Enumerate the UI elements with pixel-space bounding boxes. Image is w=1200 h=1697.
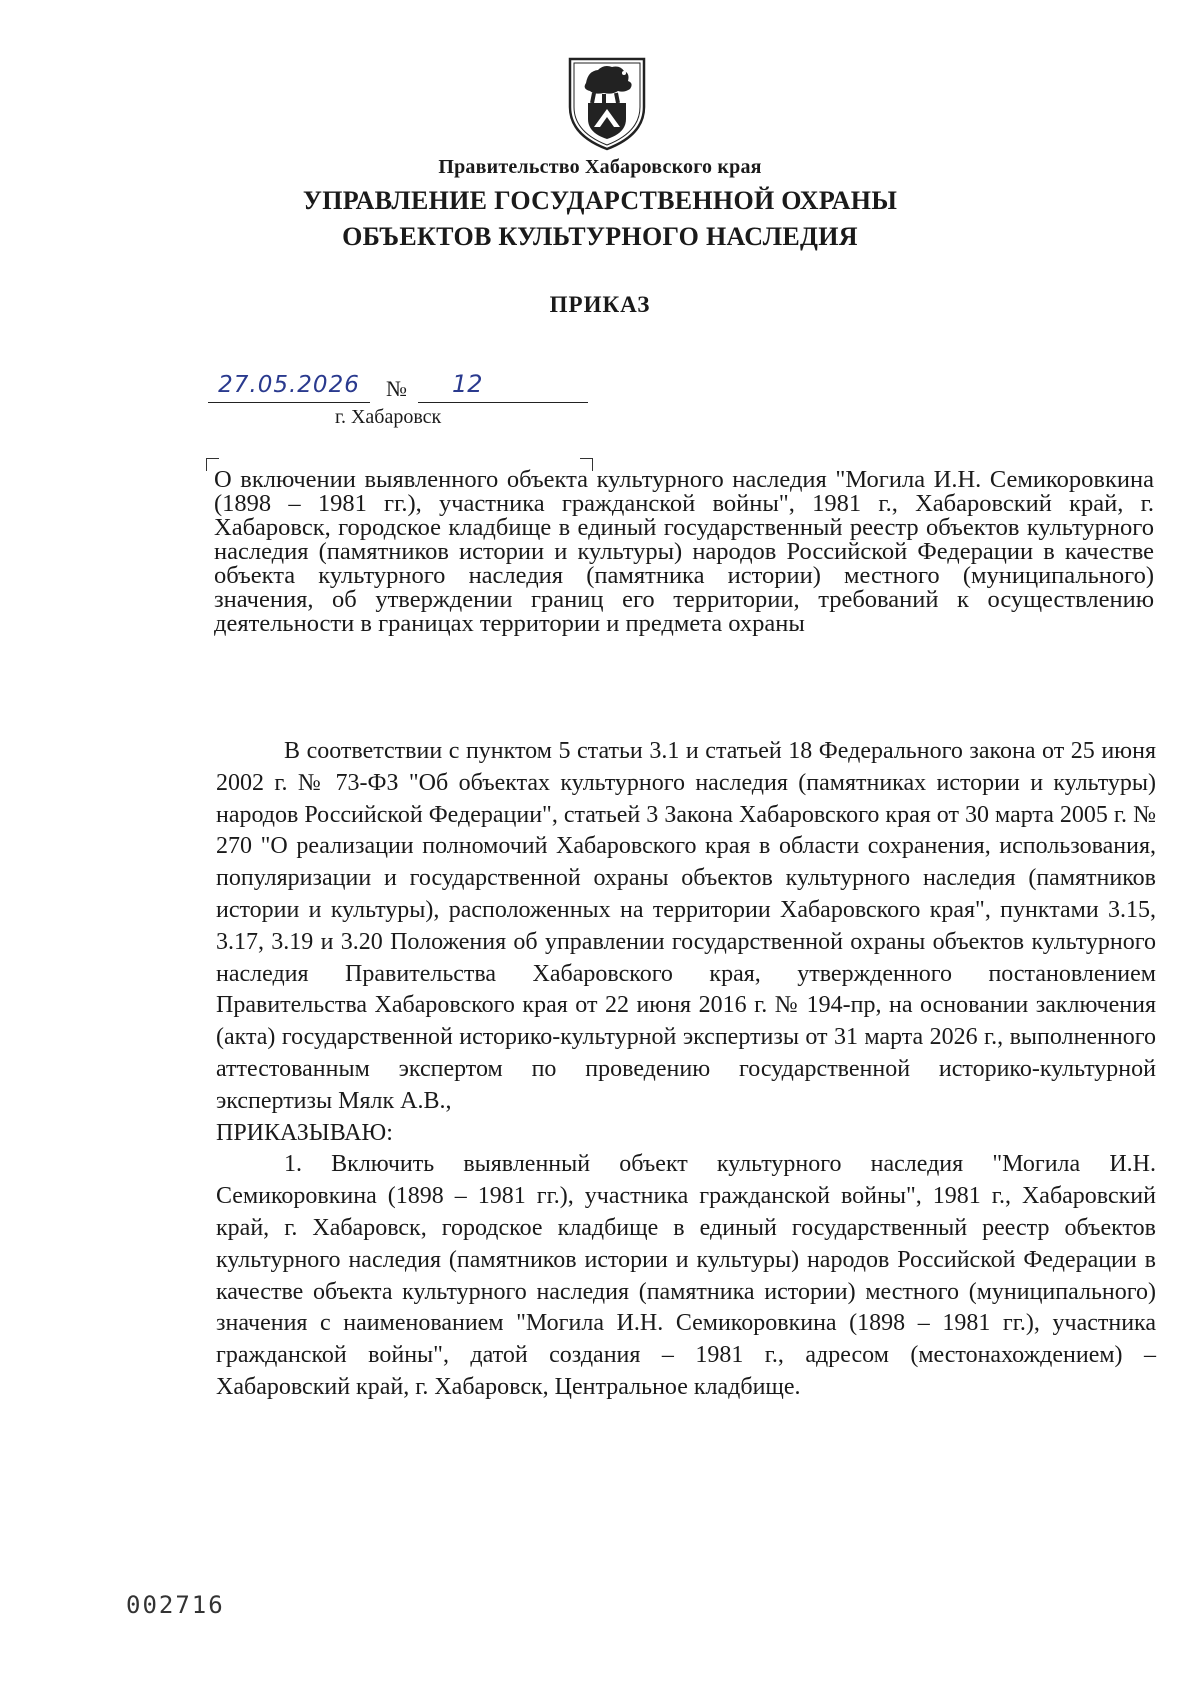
order-word: ПРИКАЗЫВАЮ: (216, 1119, 393, 1146)
number-sign: № (386, 376, 407, 401)
document-type: ПРИКАЗ (549, 292, 651, 317)
order-date: 27.05.2026 (218, 372, 360, 398)
government-name: Правительство Хабаровского края (438, 156, 762, 178)
order-title: О включении выявленного объекта культурного наследия "Могила И.Н. Семикоровкина (1898 – 1981 гг.), участника гражданской войны", 1981 г., Хабаровский край, г. Хабаровск, городское кладбище в единый государственный реестр объектов культурного наследия (памятников истории и культуры) народов Российской Федерации в качестве объекта культурного наследия (памятника истории) местного (муниципального) значения, об утверждении границ его территории, требований к осуществлению деятельности в границах территории и предмета охраны (214, 466, 1154, 637)
document-serial-number: 002716 (126, 1591, 225, 1619)
department-name-line-1: УПРАВЛЕНИЕ ГОСУДАРСТВЕННОЙ ОХРАНЫ (302, 186, 898, 215)
preamble-paragraph: В соответствии с пунктом 5 статьи 3.1 и статьей 18 Федерального закона от 25 июня 2002 г. № 73-ФЗ "Об объектах культурного наследия (памятниках истории и культуры) народов Российской Федерации", статьей 3 Закона Хабаровского края от 30 марта 2005 г. № 270 "О реализации полномочий Хабаровского края в области сохранения, использования, популяризации и государственной охраны объектов культурного наследия (памятников истории и культуры), расположенных на территории Хабаровского края", пунктами 3.15, 3.17, 3.19 и 3.20 Положения об управлении государственной охраны объектов культурного наследия Правительства Хабаровского края, утвержденного постановлением Правительства Хабаровского края от 22 июня 2016 г. № 194-пр, на основании заключения (акта) государственной историко-культурной экспертизы от 31 марта 2026 г., выполненного аттестованным экспертом по проведению государственной историко-культурной экспертизы Мялк А.В., (216, 738, 1156, 1114)
coat-of-arms-icon (564, 53, 650, 153)
number-underline (418, 402, 588, 403)
date-number-row (208, 370, 608, 406)
department-name-line-2: ОБЪЕКТОВ КУЛЬТУРНОГО НАСЛЕДИЯ (342, 222, 858, 251)
date-underline (208, 402, 370, 403)
city: г. Хабаровск (335, 406, 442, 428)
order-number: 12 (452, 370, 483, 398)
order-body (216, 736, 1156, 1404)
order-item-1: 1. Включить выявленный объект культурного наследия "Могила И.Н. Семикоровкина (1898 – 1981 гг.), участника гражданской войны", 1981 г., Хабаровский край, г. Хабаровск, городское кладбище в единый государственный реестр объектов культурного наследия (памятников истории и культуры) народов Российской Федерации в качестве объекта культурного наследия (памятника истории) местного (муниципального) значения с наименованием "Могила И.Н. Семикоровкина (1898 – 1981 гг.), участника гражданской войны", датой создания – 1981 г., адресом (местонахождением) – Хабаровский край, г. Хабаровск, Центральное кладбище. (216, 1151, 1156, 1400)
